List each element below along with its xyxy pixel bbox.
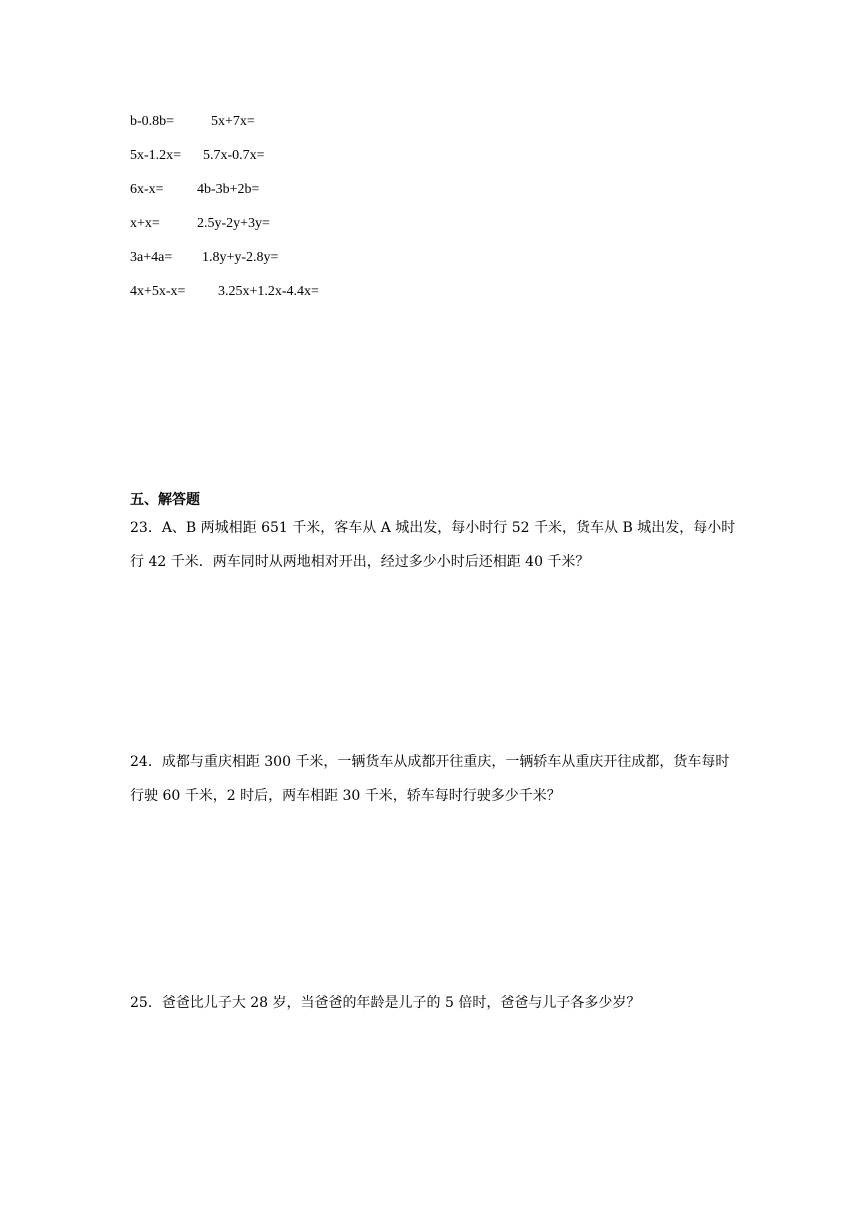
question-23: 23．A、B 两城相距 651 千米，客车从 A 城出发，每小时行 52 千米，货车从 B 城出发，每小时行 42 千米．两车同时从两地相对开出，经过多少小时后还相距 40 千米？: [130, 520, 736, 570]
expression-right: 3.25x+1.2x-4.4x=: [218, 284, 319, 299]
expression-left: 6x-x=: [130, 182, 164, 197]
expression-left: 4x+5x-x=: [130, 284, 186, 299]
question-24: 24．成都与重庆相距 300 千米，一辆货车从成都开往重庆，一辆轿车从重庆开往成都，货车每时行驶 60 千米，2 时后，两车相距 30 千米，轿车每时行驶多少千米？: [130, 754, 730, 804]
expression-right: 1.8y+y-2.8y=: [202, 250, 279, 265]
expression-left: x+x=: [130, 216, 160, 231]
expression-left: 5x-1.2x=: [130, 148, 182, 163]
expression-right: 2.5y-2y+3y=: [197, 216, 270, 231]
expression-left: b-0.8b=: [130, 114, 175, 129]
expression-right: 5.7x-0.7x=: [203, 148, 265, 163]
section-title: 五、解答题: [130, 492, 200, 508]
expression-left: 3a+4a=: [130, 250, 173, 265]
question-25: 25．爸爸比儿子大 28 岁，当爸爸的年龄是儿子的 5 倍时，爸爸与儿子各多少岁？: [130, 995, 641, 1011]
expression-right: 5x+7x=: [211, 114, 255, 129]
expression-right: 4b-3b+2b=: [197, 182, 260, 197]
